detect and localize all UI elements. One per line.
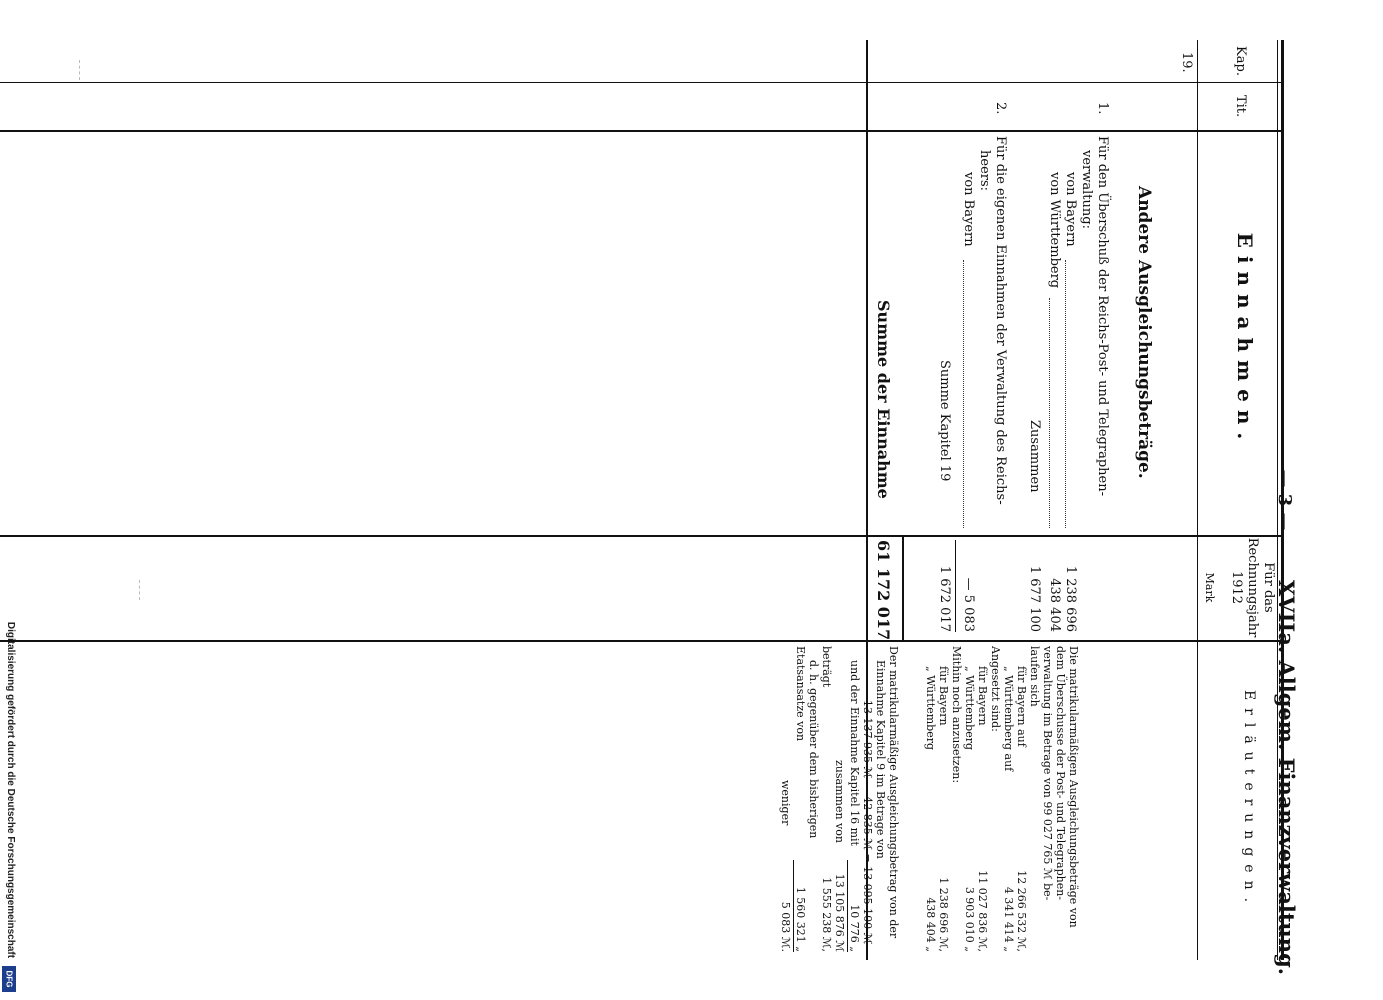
col-divider-tit (0, 130, 1284, 132)
titel1-text2: verwaltung: (1079, 150, 1094, 229)
note-line-8-amount: 11 027 836 ℳ, (976, 870, 989, 952)
col-divider-notes (0, 640, 1284, 642)
col-header-amount-unit: Mark (1203, 572, 1216, 603)
rule-note2-sum (847, 860, 848, 952)
note-line-11-amount: 1 238 696 ℳ, (937, 877, 950, 952)
summe-kapitel-amount: 1 672 017 (937, 565, 952, 632)
titel2-bayern-amount: — 5 083 (961, 577, 976, 632)
note-line-1: Die matrikularmäßigen Ausgleichungsbeträge von (1067, 646, 1080, 928)
titel1-wuerttemberg-amount: 438 404 (1047, 578, 1062, 632)
titel2-number: 2. (993, 102, 1008, 115)
note-line-12-label: „ Württemberg (924, 666, 937, 751)
titel1-number: 1. (1095, 102, 1110, 115)
col-header-amount-3: 1912 (1229, 570, 1244, 605)
note-line-6-amount: 4 341 414 „ (1002, 886, 1015, 952)
note-line-4: laufen sich (1028, 646, 1041, 707)
col-header-kap: Kap. (1233, 46, 1248, 76)
titel1-bayern-amount: 1 238 696 (1063, 565, 1078, 632)
note2-line-8-amount: 1 560 321 „ (794, 886, 807, 952)
rule-faint-2 (139, 580, 140, 600)
note-line-9-label: „ Württemberg (963, 666, 976, 751)
note-line-6-label: „ Württemberg auf (1002, 666, 1015, 772)
col-header-amount-1: Für das (1261, 562, 1276, 613)
col-header-amount-2: Rechnungsjahr (1245, 537, 1260, 638)
note-line-12-amount: 438 404 „ (924, 897, 937, 952)
rule-faint-1 (79, 60, 80, 80)
note2-line-9-label: weniger (779, 780, 792, 826)
titel2-bayern: von Bayern (961, 172, 976, 247)
col-divider-amount (0, 535, 1284, 537)
rule-note2-diff (793, 860, 794, 952)
col-header-einnahmen: Einnahmen. (1233, 232, 1257, 448)
rule-top-thin (1277, 40, 1278, 960)
note-line-5-amount: 12 266 532 ℳ, (1015, 870, 1028, 952)
col-header-tit: Tit. (1233, 94, 1248, 118)
note2-line-3: 13 137 935 ℳ — 42 835 ℳ = 13 095 100 ℳ (861, 700, 874, 945)
note2-line-2: Einnahme Kapitel 9 im Betrage von (874, 660, 887, 859)
dots (1065, 260, 1066, 528)
rule-sum-einnahme (902, 536, 904, 640)
rule-top-thick (1281, 40, 1284, 960)
dots (963, 260, 964, 528)
col-divider-kap (0, 82, 1284, 83)
summe-kapitel-label: Summe Kapitel 19 (937, 360, 952, 482)
summe-einnahme-amount: 61 172 017 (874, 540, 893, 641)
note2-line-4-amount: 10 776 „ (848, 904, 861, 952)
dfg-logo-text: DFG (4, 970, 14, 988)
note2-line-5-label: zusammen von (833, 760, 846, 843)
rule-header-bottom (1197, 40, 1198, 960)
titel1-wuerttemberg: von Württemberg (1047, 172, 1062, 289)
note2-line-6-amount: 1 555 238 ℳ, (820, 877, 833, 952)
note-line-8-label: für Bayern (976, 666, 989, 726)
dots (1049, 298, 1050, 528)
note-line-9-amount: 3 903 010 „ (963, 886, 976, 952)
note2-line-5-amount: 13 105 876 ℳ (833, 873, 846, 952)
note-line-5-label: für Bayern auf (1015, 666, 1028, 747)
note2-line-6-label: beträgt (820, 646, 833, 688)
titel1-text1: Für den Überschuß der Reichs-Post- und Telegraphen- (1095, 136, 1110, 496)
note2-line-7: d. h. gegenüber dem bisherigen (807, 660, 820, 839)
note-line-7: Angesetzt sind: (989, 646, 1002, 732)
note2-line-9-amount: 5 083 ℳ. (779, 901, 792, 952)
note-line-2: dem Überschusse der Post- und Telegraphen- (1054, 646, 1067, 901)
titel1-bayern: von Bayern (1063, 172, 1078, 247)
titel2-text1: Für die eigenen Einnahmen der Verwaltung des Reichs- (993, 136, 1008, 505)
note-line-11-label: für Bayern (937, 666, 950, 726)
note2-line-1: Der matrikularmäßige Ausgleichungsbetrag von der (887, 646, 900, 939)
note-line-10: Mithin noch anzusetzen: (950, 646, 963, 784)
titel2-text2: heers: (977, 150, 992, 192)
summe-einnahme-label: Summe der Einnahme (874, 300, 893, 499)
page-title: XVIIa. Allgem. Finanzverwaltung. (1274, 580, 1299, 976)
credit-text: Digitalisierung gefördert durch die Deutsche Forschungsgemeinschaft (5, 621, 16, 959)
note2-line-8-label: Etatsansatze von (794, 646, 807, 742)
note-line-3: verwaltung im Betrage von 99 027 765 ℳ be- (1041, 646, 1054, 901)
titel1-zusammen-amount: 1 677 100 (1027, 565, 1042, 632)
col-header-erlaeuterungen: Erläuterungen. (1241, 689, 1257, 911)
page-number: — 3 — (1274, 469, 1295, 531)
kapitel-number: 19. (1179, 52, 1194, 73)
section-title: Andere Ausgleichungsbeträge. (1134, 186, 1154, 479)
titel1-zusammen: Zusammen (1027, 420, 1042, 493)
note2-line-4: und der Einnahme Kapitel 16 mit (848, 660, 861, 846)
rule-sum-kapitel (955, 540, 956, 632)
